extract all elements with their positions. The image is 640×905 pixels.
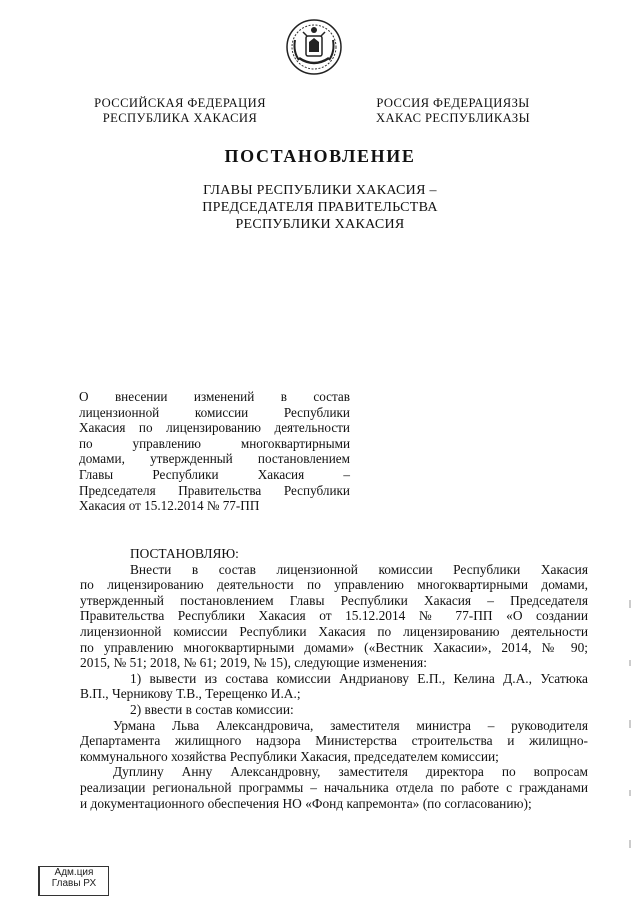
subject-line: лицензионной комиссии Республики	[79, 404, 350, 420]
list-item-line: В.П., Черникову Т.В., Терещенко И.А.;	[80, 686, 301, 702]
stamp-line1: Адм.ция	[54, 867, 94, 878]
subject-line: домами, утвержденный постановлением	[79, 451, 350, 467]
scan-margin-marks	[628, 600, 632, 850]
issuing-authority	[0, 182, 640, 233]
list-item-line: 2) ввести в состав комиссии:	[130, 701, 294, 717]
paragraph-line: Урмана Льва Александровича, заместителя министра – руководителя	[113, 717, 588, 733]
subject-line: по управлению многоквартирными	[79, 435, 350, 451]
header-right-line2: ХАКАС РЕСПУБЛИКАЗЫ	[376, 111, 530, 125]
paragraph-line: по лицензированию деятельности по управлению многоквартирными домами,	[80, 577, 588, 593]
subject-line: О внесении изменений в состав	[79, 389, 350, 404]
subject-line: Хакасия по лицензированию деятельности	[79, 420, 350, 436]
subject-line: Председателя Правительства Республики	[79, 482, 350, 498]
paragraph-line: по управлению многоквартирными домами» («Вестник Хакасии», 2014, № 90;	[80, 639, 588, 655]
registration-stamp	[38, 866, 109, 896]
stamp-line2: Главы РХ	[51, 878, 97, 889]
paragraph-line: Департамента жилищного надзора Министерства строительства и жилищно-	[80, 733, 588, 749]
header-left-line1: РОССИЙСКАЯ ФЕДЕРАЦИЯ	[94, 96, 266, 110]
paragraph-line: Внести в состав лицензионной комиссии Республики Хакасия	[130, 561, 588, 577]
paragraph-line: реализации региональной программы – начальника отдела по работе с гражданами	[80, 779, 588, 795]
header-russian-federation	[80, 96, 280, 126]
resolution-word: ПОСТАНОВЛЯЮ:	[130, 546, 239, 561]
header-right-line1: РОССИЯ ФЕДЕРАЦИЯЗЫ	[376, 96, 530, 110]
subject-line: Главы Республики Хакасия –	[79, 466, 350, 482]
paragraph-line: коммунального хозяйства Республики Хакасия, председателем комиссии;	[80, 748, 499, 764]
paragraph-line: Дуплину Анну Александровну, заместителя директора по вопросам	[113, 764, 588, 780]
document-body	[80, 546, 588, 811]
paragraph-line: 2015, № 51; 2018, № 61; 2019, № 15), следующие изменения:	[80, 655, 427, 671]
paragraph-line: Правительства Республики Хакасия от 15.12.2014 № 77-ПП «О создании	[80, 608, 588, 624]
header-left-line2: РЕСПУБЛИКА ХАКАСИЯ	[102, 111, 258, 125]
header-khakas-language	[358, 96, 548, 126]
paragraph-line: утвержденный постановлением Главы Республики Хакасия – Председателя	[80, 592, 588, 608]
paragraph-line: лицензионной комиссии Республики Хакасия по лицензированию деятельности	[80, 623, 588, 639]
document-subject	[79, 389, 350, 514]
document-type-title: ПОСТАНОВЛЕНИЕ	[224, 146, 416, 166]
authority-line2: ПРЕДСЕДАТЕЛЯ ПРАВИТЕЛЬСТВА	[202, 200, 438, 215]
subject-line: Хакасия от 15.12.2014 № 77-ПП	[79, 498, 260, 514]
coat-of-arms-emblem	[285, 18, 343, 76]
paragraph-line: и документационного обеспечения НО «Фонд капремонта» (по согласованию);	[80, 795, 532, 811]
list-item-line: 1) вывести из состава комиссии Андрианову Е.П., Келина Д.А., Усатюка	[130, 670, 588, 686]
authority-line3: РЕСПУБЛИКИ ХАКАСИЯ	[235, 217, 405, 232]
authority-line1: ГЛАВЫ РЕСПУБЛИКИ ХАКАСИЯ –	[203, 183, 437, 198]
